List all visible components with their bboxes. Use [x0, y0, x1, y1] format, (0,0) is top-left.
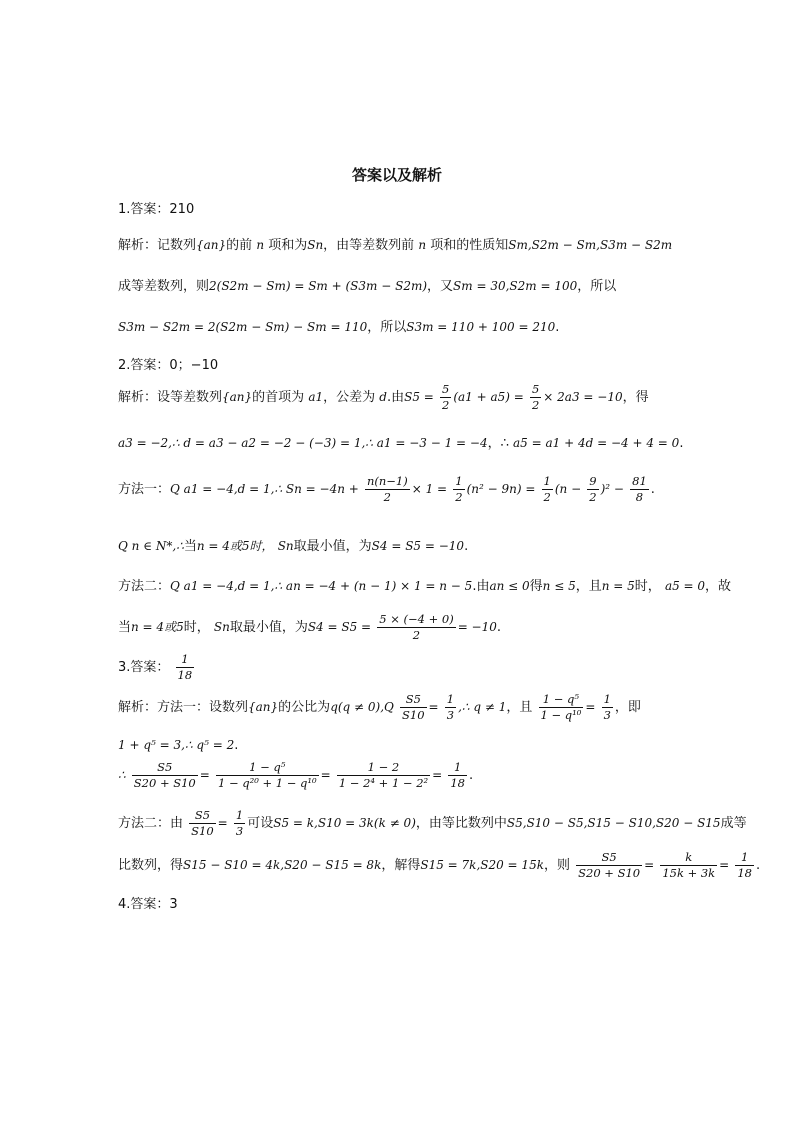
q2-method2-line2	[118, 612, 501, 643]
math: {an}	[222, 390, 253, 404]
denominator: 18	[450, 776, 465, 790]
q2-method1-line1	[118, 474, 655, 505]
text: 时，	[183, 620, 210, 635]
math: 1 + q⁵ = 3,∴ q⁵ = 2	[118, 738, 235, 752]
math: (n² − 9n) =	[466, 482, 536, 496]
text: ，即	[614, 700, 641, 715]
q2-method1-line2	[118, 535, 468, 554]
denominator: 2	[543, 490, 551, 504]
math: =	[585, 700, 596, 714]
page-title: 答案以及解析	[351, 166, 442, 184]
math: =	[719, 858, 730, 872]
text: .	[464, 539, 469, 554]
denominator: 2	[455, 490, 463, 504]
math: × 1 =	[411, 482, 448, 496]
text: 取最小值，为	[293, 539, 372, 554]
q3-method1-line3	[118, 760, 473, 791]
text: 方法一：	[118, 482, 171, 497]
fraction	[216, 760, 319, 791]
math: × 2a3 = −10	[543, 390, 623, 404]
numerator: 5 × (−4 + 0)	[379, 612, 454, 626]
math: Q n ∈ N*,∴	[118, 539, 184, 553]
q2-solution-line1	[118, 382, 649, 413]
math: S3m − S2m = 2(S2m − Sm) − Sm = 110	[118, 320, 368, 334]
text: 当	[183, 539, 197, 554]
fraction	[448, 760, 467, 791]
fraction	[587, 474, 598, 505]
numerator: 1 − q⁵	[539, 692, 584, 708]
math: a1	[308, 390, 324, 404]
q1-answer: 1.答案：210	[118, 202, 195, 217]
text: 项和为	[268, 238, 308, 253]
math: n	[418, 238, 427, 252]
text: ，得	[622, 390, 649, 405]
denominator: 2	[383, 490, 391, 504]
numerator: 1	[446, 692, 455, 706]
denominator: 2	[441, 398, 450, 412]
fraction	[660, 850, 717, 881]
fraction	[400, 692, 427, 723]
text: 解析：设等差数列	[118, 390, 223, 405]
q1-solution-line2	[118, 275, 616, 294]
q3-method1-line2	[118, 738, 238, 753]
math: S5 =	[404, 390, 434, 404]
text: 方法二：	[118, 579, 171, 594]
numerator: 9	[589, 474, 597, 488]
text: 得	[529, 579, 543, 594]
q2-answer: 2.答案：0；−10	[118, 358, 219, 373]
denominator: 8	[635, 490, 644, 504]
text: 可设	[247, 816, 274, 831]
text: 当	[118, 620, 132, 635]
fraction	[377, 612, 455, 643]
fraction	[530, 382, 541, 413]
q2-method2-line1	[118, 575, 731, 594]
text: .	[468, 768, 474, 783]
math: ∴	[118, 768, 126, 782]
numerator: S5	[189, 808, 216, 824]
math: {an}	[248, 700, 279, 714]
math: n = 4或5时，	[196, 539, 274, 553]
text: ，又	[427, 279, 454, 294]
text: ，则	[543, 858, 570, 873]
fraction	[445, 692, 456, 723]
math: Sn	[213, 620, 230, 634]
math: q(q ≠ 0),Q	[330, 700, 394, 714]
math: =	[217, 816, 228, 830]
text: .由	[472, 579, 490, 594]
text: ，所以	[367, 320, 407, 335]
denominator: 2	[589, 490, 597, 504]
numerator: 5	[441, 382, 450, 396]
text: 成等	[720, 816, 747, 831]
fraction	[602, 692, 613, 723]
math: (a1 + a5) =	[453, 390, 524, 404]
math: S4 = S5 =	[307, 620, 372, 634]
q3-method2-line1	[118, 808, 747, 839]
text: 的前	[226, 238, 253, 253]
fraction	[365, 474, 410, 505]
math: 2(S2m − Sm) = Sm + (S3m − S2m)	[209, 279, 428, 293]
text: .	[496, 620, 502, 635]
math: d	[379, 390, 387, 404]
denominator: 18	[177, 668, 193, 682]
text: 3.答案：	[118, 660, 170, 675]
numerator: 1	[735, 850, 754, 866]
math: Q a1 = −4,d = 1,∴ Sn = −4n +	[170, 482, 359, 496]
math: = −10	[457, 620, 497, 634]
denominator: S20 + S10	[133, 776, 196, 790]
text: ，公差为	[323, 390, 376, 405]
fraction	[576, 850, 642, 881]
math: a5 = 0	[664, 579, 706, 593]
fraction	[453, 474, 464, 505]
math: )² −	[600, 482, 624, 496]
q3-method2-line2	[118, 850, 760, 881]
text: .	[679, 436, 684, 451]
text: 的首项为	[252, 390, 305, 405]
q1-solution-line1	[118, 234, 672, 253]
math: n	[256, 238, 265, 252]
q2-solution-line2	[118, 432, 683, 451]
numerator: 1	[448, 760, 467, 776]
text: ，由等比数列中	[415, 816, 507, 831]
math: S4 = S5 = −10	[371, 539, 465, 553]
math: =	[428, 700, 439, 714]
text: 解析：方法一：设数列	[118, 700, 249, 715]
denominator: 15k + 3k	[662, 866, 716, 880]
math: S5 = k,S10 = 3k(k ≠ 0)	[273, 816, 416, 830]
math: an ≤ 0	[489, 579, 530, 593]
fraction	[337, 760, 430, 791]
numerator: 1	[543, 474, 551, 488]
math: Sm,S2m − Sm,S3m − S2m	[508, 238, 673, 252]
numerator: S5	[576, 850, 642, 866]
math: a5 = a1 + 4d = −4 + 4 = 0	[513, 436, 680, 450]
text: 解析：记数列	[118, 238, 197, 253]
numerator: 1	[455, 474, 463, 488]
denominator: 1 − 2⁴ + 1 − 2²	[338, 776, 429, 790]
numerator: 81	[632, 474, 647, 488]
fraction	[132, 760, 198, 791]
math: a3 = −2,∴ d = a3 − a2 = −2 − (−3) = 1,∴ a1 = −3 − 1 = −4	[118, 436, 488, 450]
fraction	[176, 652, 195, 683]
math: =	[199, 768, 210, 782]
text: ，且	[506, 700, 533, 715]
numerator: k	[660, 850, 717, 866]
numerator: 1 − 2	[337, 760, 430, 776]
text: .	[234, 738, 239, 753]
denominator: 18	[737, 866, 752, 880]
fraction	[539, 692, 584, 723]
denominator: 3	[603, 708, 611, 722]
text: 取最小值，为	[229, 620, 308, 635]
text: 比数列，得	[118, 858, 184, 873]
math: n = 5	[601, 579, 635, 593]
denominator: 3	[235, 824, 244, 838]
denominator: 3	[446, 708, 455, 722]
denominator: 1 − q²⁰ + 1 − q¹⁰	[217, 776, 317, 790]
numerator: S5	[400, 692, 427, 708]
text: ，解得	[381, 858, 421, 873]
text: .	[650, 482, 655, 497]
denominator: 2	[412, 628, 421, 642]
q3-answer	[118, 652, 196, 683]
math: Q a1 = −4,d = 1,∴ an = −4 + (n − 1) × 1 = n − 5	[170, 579, 473, 593]
text: 的公比为	[278, 700, 331, 715]
numerator: S5	[132, 760, 198, 776]
fraction	[234, 808, 245, 839]
fraction	[189, 808, 216, 839]
text: 时，	[634, 579, 661, 594]
math: S15 − S10 = 4k,S20 − S15 = 8k	[183, 858, 382, 872]
text: .由	[386, 390, 405, 405]
text: ，由等差数列前	[323, 238, 415, 253]
math: =	[432, 768, 443, 782]
text: .	[756, 858, 761, 873]
math: Sn	[277, 539, 294, 553]
numerator: n(n−1)	[366, 474, 408, 488]
text: ，所以	[577, 279, 617, 294]
math: n ≤ 5	[542, 579, 576, 593]
text: ，∴	[487, 436, 509, 451]
numerator: 1	[603, 692, 611, 706]
math: Sm = 30,S2m = 100	[453, 279, 578, 293]
numerator: 5	[531, 382, 540, 396]
text: 成等差数列，则	[118, 279, 210, 294]
fraction	[735, 850, 754, 881]
denominator: 2	[531, 398, 540, 412]
text: 项和的性质知	[430, 238, 509, 253]
math: Sn	[307, 238, 324, 252]
fraction	[630, 474, 649, 505]
numerator: 1	[235, 808, 244, 822]
denominator: 1 − q¹⁰	[540, 708, 582, 722]
fraction	[542, 474, 553, 505]
math: =	[320, 768, 331, 782]
denominator: S10	[402, 708, 425, 722]
math: S3m = 110 + 100 = 210	[406, 320, 556, 334]
text: 方法二：由	[118, 816, 184, 831]
math: n = 4或5	[131, 620, 184, 634]
text: ，且	[575, 579, 602, 594]
denominator: S20 + S10	[578, 866, 641, 880]
math: (n −	[554, 482, 582, 496]
fraction	[440, 382, 451, 413]
math: S15 = 7k,S20 = 15k	[420, 858, 544, 872]
q4-answer: 4.答案：3	[118, 897, 178, 912]
math: S5,S10 − S5,S15 − S10,S20 − S15	[506, 816, 721, 830]
math: =	[644, 858, 655, 872]
q3-method1-line1	[118, 692, 641, 723]
denominator: S10	[191, 824, 214, 838]
numerator: 1	[176, 652, 195, 668]
math: ,∴ q ≠ 1	[458, 700, 507, 714]
text: ，故	[705, 579, 732, 594]
math: {an}	[196, 238, 227, 252]
text: .	[555, 320, 560, 335]
numerator: 1 − q⁵	[216, 760, 319, 776]
q1-solution-line3	[118, 316, 559, 335]
